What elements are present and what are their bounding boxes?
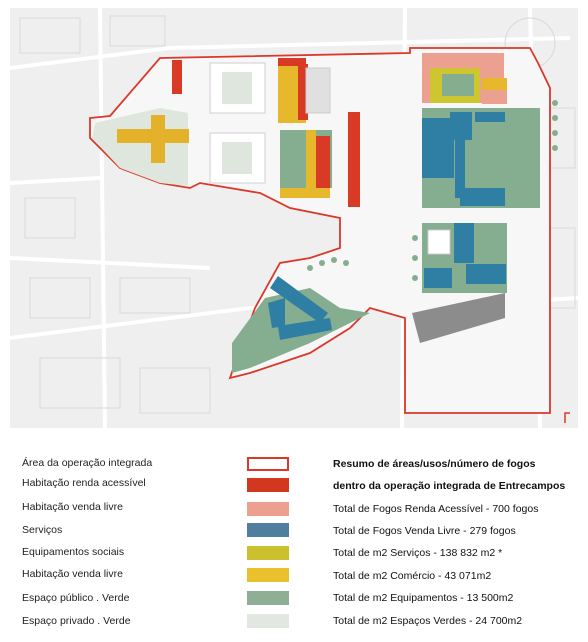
summary-services-area: Total de m2 Serviços - 138 832 m2 * bbox=[333, 547, 503, 559]
tree bbox=[552, 115, 558, 121]
legend-swatch-operation-area bbox=[247, 457, 289, 471]
housing-free-sale-block bbox=[306, 130, 316, 188]
legend-swatch-free-sale-housing-2 bbox=[247, 568, 289, 582]
housing-free-sale-block bbox=[280, 188, 330, 198]
tree bbox=[412, 235, 418, 241]
tree bbox=[319, 260, 325, 266]
legend-swatch-public-green bbox=[247, 591, 289, 605]
legend-swatch-affordable-housing bbox=[247, 478, 289, 492]
legend-swatch-private-green bbox=[247, 614, 289, 628]
legend-swatch-social-equipment bbox=[247, 546, 289, 560]
tree bbox=[552, 145, 558, 151]
summary-equipment-area: Total de m2 Equipamentos - 13 500m2 bbox=[333, 592, 514, 604]
tree bbox=[552, 100, 558, 106]
public-green-courtyard bbox=[442, 74, 474, 96]
summary-title-line1: Resumo de áreas/usos/número de fogos bbox=[333, 458, 536, 470]
site-plan-svg bbox=[10, 8, 578, 428]
courtyard bbox=[222, 72, 252, 104]
legend-label-social-equipment: Equipamentos sociais bbox=[22, 546, 125, 558]
housing-free-sale-block bbox=[482, 90, 507, 104]
legend-label-affordable-housing: Habitação renda acessível bbox=[22, 477, 146, 489]
legend-label-operation-area: Área da operação integrada bbox=[22, 457, 153, 469]
summary-free-sale-units: Total de Fogos Venda Livre - 279 fogos bbox=[333, 525, 516, 537]
legend-label-public-green: Espaço público . Verde bbox=[22, 592, 130, 604]
legend-label-services: Serviços bbox=[22, 524, 63, 536]
legend-label-private-green: Espaço privado . Verde bbox=[22, 615, 131, 627]
legend-swatch-free-sale-housing bbox=[247, 502, 289, 516]
site-plan-map bbox=[10, 8, 578, 428]
housing-affordable-block bbox=[172, 60, 182, 94]
services-block bbox=[475, 112, 505, 122]
services-block bbox=[454, 223, 474, 263]
services-block bbox=[466, 264, 506, 284]
services-block bbox=[422, 118, 454, 178]
services-block bbox=[460, 188, 505, 206]
summary-title-line2: dentro da operação integrada de Entrecampos bbox=[333, 480, 566, 492]
legend-label-free-sale-housing-2: Habitação venda livre bbox=[22, 568, 123, 580]
legend-label-free-sale-housing: Habitação venda livre bbox=[22, 501, 123, 513]
services-block bbox=[424, 268, 452, 288]
services-block bbox=[450, 112, 472, 140]
tree bbox=[307, 265, 313, 271]
building bbox=[306, 68, 330, 113]
tree bbox=[552, 130, 558, 136]
housing-affordable-block bbox=[348, 112, 360, 207]
summary-green-area: Total de m2 Espaços Verdes - 24 700m2 bbox=[333, 615, 523, 627]
legend-swatch-services bbox=[247, 523, 289, 537]
cross-horizontal bbox=[117, 129, 189, 143]
tree bbox=[412, 275, 418, 281]
tree bbox=[331, 257, 337, 263]
building-square bbox=[428, 230, 450, 254]
summary-commerce-area: Total de m2 Comércio - 43 071m2 bbox=[333, 570, 492, 582]
courtyard bbox=[222, 142, 252, 174]
tree bbox=[412, 255, 418, 261]
legend bbox=[0, 440, 588, 640]
tree bbox=[343, 260, 349, 266]
summary-affordable-units: Total de Fogos Renda Acessível - 700 fogos bbox=[333, 503, 539, 515]
